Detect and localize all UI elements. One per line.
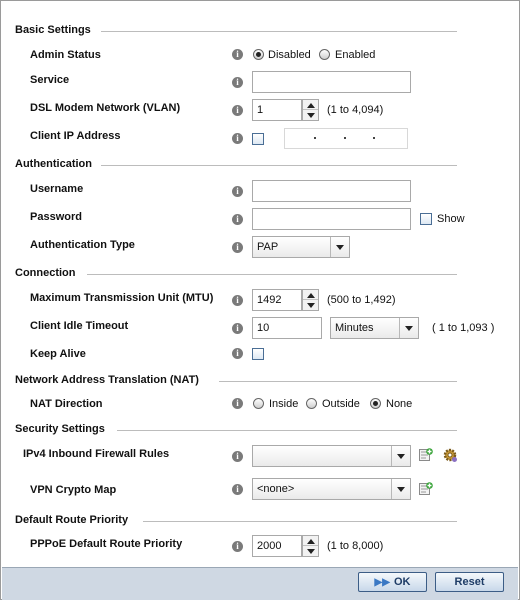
auth-type-select[interactable] [252,236,350,258]
info-icon[interactable]: i [232,77,243,88]
section-default-route-priority: Default Route Priority [15,514,129,526]
info-icon[interactable]: i [232,242,243,253]
section-authentication: Authentication [15,158,92,170]
idle-timeout-label: Client Idle Timeout [30,320,129,332]
section-divider [143,521,457,522]
route-priority-range-hint: (1 to 8,000) [327,540,384,552]
nat-outside-label: Outside [322,398,360,410]
section-divider [219,381,457,382]
info-icon[interactable]: i [232,541,243,552]
auth-type-value: PAP [257,241,279,253]
route-priority-label: PPPoE Default Route Priority [30,538,183,550]
vlan-range-hint: (1 to 4,094) [327,104,384,116]
chevron-down-icon [399,318,418,338]
client-ip-checkbox[interactable] [252,133,264,145]
chevron-down-icon [391,446,410,466]
section-divider [87,274,457,275]
service-label: Service [30,74,70,86]
show-password-checkbox[interactable] [420,213,432,225]
info-icon[interactable]: i [232,323,243,334]
mtu-label: Maximum Transmission Unit (MTU) [30,292,214,304]
info-icon[interactable]: i [232,451,243,462]
nat-inside-label: Inside [269,398,299,410]
ok-button[interactable] [358,572,427,592]
firewall-rules-label: IPv4 Inbound Firewall Rules [23,448,170,460]
client-ip-address-input[interactable] [284,128,408,149]
chevron-down-icon [391,479,410,499]
username-input[interactable] [252,180,411,202]
info-icon[interactable]: i [232,214,243,225]
idle-timeout-unit-select[interactable] [330,317,419,339]
vpn-crypto-map-value: <none> [257,483,295,495]
nat-none-radio[interactable] [370,398,381,409]
route-priority-input[interactable]: 2000 [252,535,302,557]
footer-bar [2,567,518,600]
info-icon[interactable]: i [232,295,243,306]
mtu-input[interactable]: 1492 [252,289,302,311]
client-ip-label: Client IP Address [30,130,121,142]
admin-status-disabled-radio[interactable] [253,49,264,60]
vpn-crypto-map-select[interactable] [252,478,411,500]
admin-status-label: Admin Status [30,49,101,61]
info-icon[interactable]: i [232,105,243,116]
auth-type-label: Authentication Type [30,239,135,251]
service-input[interactable] [252,71,411,93]
keep-alive-label: Keep Alive [30,348,86,360]
chevron-down-icon [330,237,349,257]
ok-button-label: OK [393,576,411,588]
admin-status-enabled-label: Enabled [335,49,376,61]
section-divider [101,165,457,166]
vlan-input[interactable]: 1 [252,99,302,121]
admin-status-disabled-label: Disabled [268,49,311,61]
info-icon[interactable]: i [232,133,243,144]
nat-none-label: None [386,398,413,410]
info-icon[interactable]: i [232,49,243,60]
nat-inside-radio[interactable] [253,398,264,409]
idle-timeout-input[interactable]: 10 [252,317,322,339]
info-icon[interactable]: i [232,348,243,359]
section-nat: Network Address Translation (NAT) [15,374,199,386]
info-icon[interactable]: i [232,186,243,197]
mtu-range-hint: (500 to 1,492) [327,294,396,306]
section-connection: Connection [15,267,76,279]
show-password-label: Show [437,213,465,225]
password-input[interactable] [252,208,411,230]
add-crypto-map-icon[interactable] [419,482,433,496]
add-rule-icon[interactable] [419,448,433,462]
section-divider [117,430,457,431]
password-label: Password [30,211,82,223]
admin-status-enabled-radio[interactable] [319,49,330,60]
nat-outside-radio[interactable] [306,398,317,409]
gear-icon[interactable] [442,447,458,463]
vpn-crypto-map-label: VPN Crypto Map [30,484,117,496]
firewall-rules-select[interactable] [252,445,411,467]
username-label: Username [30,183,84,195]
fast-forward-icon: ▶▶ [374,577,390,588]
idle-timeout-range-hint: ( 1 to 1,093 ) [432,322,495,334]
route-priority-stepper[interactable] [302,535,319,557]
section-basic-settings: Basic Settings [15,24,91,36]
keep-alive-checkbox[interactable] [252,348,264,360]
reset-button[interactable]: Reset [435,572,504,592]
info-icon[interactable]: i [232,398,243,409]
info-icon[interactable]: i [232,484,243,495]
vlan-stepper[interactable] [302,99,319,121]
vlan-label: DSL Modem Network (VLAN) [30,102,181,114]
idle-timeout-unit-value: Minutes [335,322,374,334]
mtu-stepper[interactable] [302,289,319,311]
section-security: Security Settings [15,423,105,435]
section-divider [101,31,457,32]
nat-direction-label: NAT Direction [30,398,103,410]
